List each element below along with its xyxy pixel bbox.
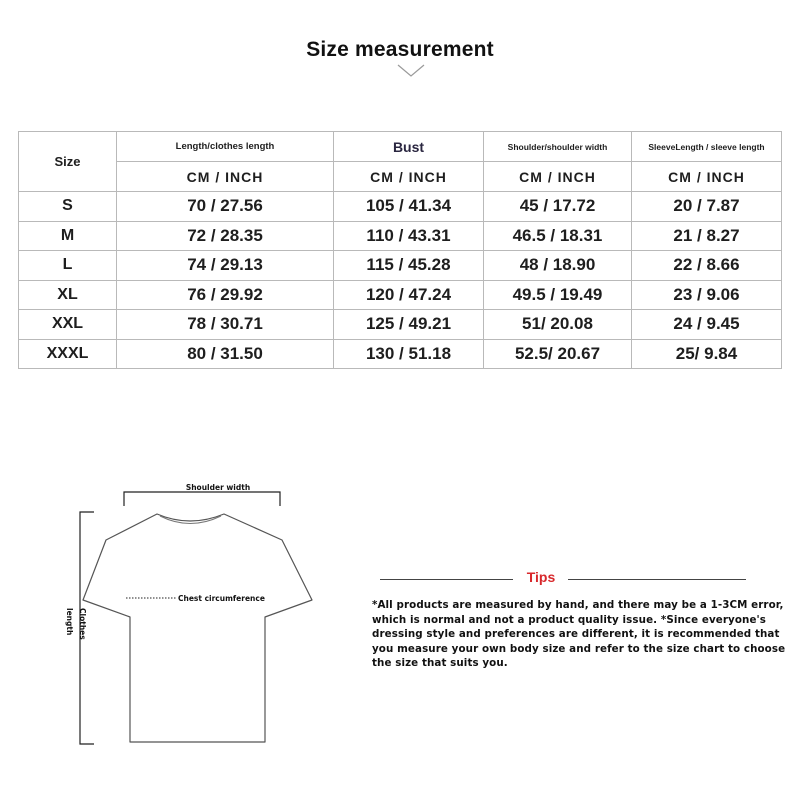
length-cell: 78 / 30.71 bbox=[117, 310, 334, 340]
bust-cell: 125 / 49.21 bbox=[334, 310, 484, 340]
tips-divider-right bbox=[568, 579, 746, 580]
shoulder-cell: 49.5 / 19.49 bbox=[484, 280, 632, 310]
shoulder-width-label: Shoulder width bbox=[185, 483, 251, 492]
tips-divider-left bbox=[380, 579, 513, 580]
table-header-row bbox=[19, 132, 782, 162]
unit-label: CM / INCH bbox=[117, 162, 334, 192]
unit-label: CM / INCH bbox=[334, 162, 484, 192]
page-title: Size measurement bbox=[306, 38, 494, 61]
sleeve-cell: 23 / 9.06 bbox=[632, 280, 782, 310]
unit-row bbox=[19, 162, 782, 192]
length-cell: 80 / 31.50 bbox=[117, 339, 334, 369]
sleeve-cell: 24 / 9.45 bbox=[632, 310, 782, 340]
tips-text: *All products are measured by hand, and there may be a 1-3CM error, which is normal and not a product quality issue. *Since everyone's dressing style and preferences are different, it is recommended that you measure your own body size and refer to the size chart to choose the size that suits you. bbox=[372, 599, 786, 669]
size-cell: XL bbox=[19, 280, 117, 310]
sleeve-cell: 20 / 7.87 bbox=[632, 192, 782, 222]
size-cell: XXL bbox=[19, 310, 117, 340]
clothes-length-label: Clothes bbox=[78, 608, 87, 640]
sleeve-column-header: SleeveLength / sleeve length bbox=[632, 132, 782, 162]
bust-cell: 130 / 51.18 bbox=[334, 339, 484, 369]
size-cell: M bbox=[19, 221, 117, 251]
size-column-header: Size bbox=[19, 132, 117, 192]
size-cell: S bbox=[19, 192, 117, 222]
length-column-header: Length/clothes length bbox=[117, 132, 334, 162]
size-cell: L bbox=[19, 251, 117, 281]
bust-cell: 115 / 45.28 bbox=[334, 251, 484, 281]
length-cell: 70 / 27.56 bbox=[117, 192, 334, 222]
clothes-length-label: length bbox=[65, 608, 74, 636]
size-chart-table bbox=[18, 131, 782, 369]
shoulder-measure-bracket bbox=[124, 492, 280, 506]
unit-label: CM / INCH bbox=[632, 162, 782, 192]
length-cell: 74 / 29.13 bbox=[117, 251, 334, 281]
chevron-down-icon bbox=[397, 64, 425, 78]
table-row bbox=[19, 192, 782, 222]
table-row bbox=[19, 221, 782, 251]
size-cell: XXXL bbox=[19, 339, 117, 369]
sleeve-cell: 25/ 9.84 bbox=[632, 339, 782, 369]
bust-cell: 110 / 43.31 bbox=[334, 221, 484, 251]
length-cell: 72 / 28.35 bbox=[117, 221, 334, 251]
tshirt-outline bbox=[83, 514, 312, 742]
shoulder-cell: 51/ 20.08 bbox=[484, 310, 632, 340]
table-row bbox=[19, 339, 782, 369]
table-row bbox=[19, 251, 782, 281]
shoulder-cell: 46.5 / 18.31 bbox=[484, 221, 632, 251]
bust-cell: 105 / 41.34 bbox=[334, 192, 484, 222]
table-row bbox=[19, 310, 782, 340]
shoulder-cell: 52.5/ 20.67 bbox=[484, 339, 632, 369]
sleeve-cell: 22 / 8.66 bbox=[632, 251, 782, 281]
shoulder-column-header: Shoulder/shoulder width bbox=[484, 132, 632, 162]
chest-circumference-label: Chest circumference bbox=[178, 594, 265, 603]
table-row bbox=[19, 280, 782, 310]
bust-cell: 120 / 47.24 bbox=[334, 280, 484, 310]
shoulder-cell: 45 / 17.72 bbox=[484, 192, 632, 222]
tips-heading: Tips bbox=[526, 569, 556, 585]
bust-column-header: Bust bbox=[334, 132, 484, 162]
tshirt-diagram bbox=[60, 470, 320, 760]
shoulder-cell: 48 / 18.90 bbox=[484, 251, 632, 281]
length-cell: 76 / 29.92 bbox=[117, 280, 334, 310]
sleeve-cell: 21 / 8.27 bbox=[632, 221, 782, 251]
unit-label: CM / INCH bbox=[484, 162, 632, 192]
